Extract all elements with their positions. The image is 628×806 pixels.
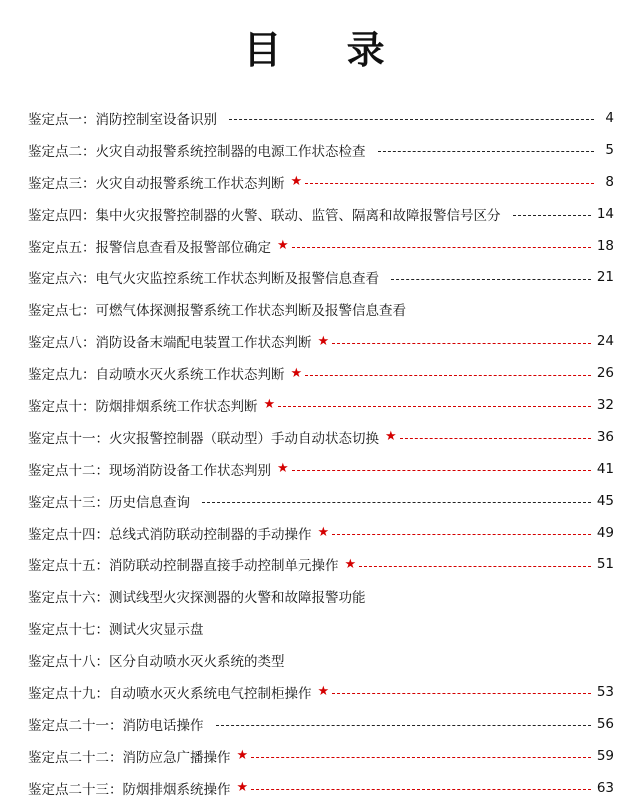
star-icon: ★ [263, 397, 276, 413]
dot-leader [251, 757, 591, 758]
star-icon: ★ [277, 461, 289, 477]
toc-entry[interactable] [28, 548, 614, 580]
toc-entry[interactable] [28, 453, 614, 485]
toc-entry[interactable] [28, 517, 614, 549]
star-icon: ★ [317, 525, 330, 541]
toc-entry[interactable] [28, 772, 614, 804]
toc-title: 目 录 [243, 28, 411, 72]
toc-entry[interactable] [28, 421, 614, 453]
toc-entry-label: 鉴定点二十二：消防应急广播操作 [28, 749, 231, 766]
toc-entry-label: 鉴定点十六：测试线型火灾探测器的火警和故障报警功能 [28, 590, 366, 607]
star-icon: ★ [290, 174, 303, 190]
toc-entry[interactable] [28, 389, 614, 421]
dot-leader [305, 375, 591, 376]
toc-entry-page: 53 [596, 683, 614, 700]
toc-entry[interactable] [28, 708, 614, 740]
dot-leader [292, 470, 591, 471]
toc-entry-label: 鉴定点七：可燃气体探测报警系统工作状态判断及报警信息查看 [28, 303, 406, 320]
star-icon: ★ [317, 684, 330, 700]
toc-entry-page: 32 [596, 396, 614, 413]
toc-entry[interactable] [28, 676, 614, 708]
toc-entry-page: 18 [596, 237, 614, 254]
toc-entry-label: 鉴定点三：火灾自动报警系统工作状态判断 [28, 175, 285, 192]
toc-entry[interactable] [28, 293, 614, 325]
toc-entry-label: 鉴定点二：火灾自动报警系统控制器的电源工作状态检查 [28, 143, 366, 160]
dot-leader [378, 151, 595, 152]
toc-entry-page: 63 [596, 779, 614, 796]
dot-leader [332, 534, 591, 535]
toc-entry[interactable] [28, 357, 614, 389]
toc-entry-label: 鉴定点十二：现场消防设备工作状态判别 [28, 462, 271, 479]
toc-entry-label: 鉴定点四：集中火灾报警控制器的火警、联动、监管、隔离和故障报警信号区分 [28, 207, 501, 224]
star-icon: ★ [344, 556, 357, 572]
toc-entry-page: 21 [596, 269, 614, 286]
dot-leader [202, 502, 591, 503]
toc-entry-label: 鉴定点二十三：防烟排烟系统操作 [28, 781, 231, 798]
toc-entry-page: 26 [596, 365, 614, 382]
star-icon: ★ [290, 365, 303, 381]
toc-entry-label: 鉴定点十五：消防联动控制器直接手动控制单元操作 [28, 558, 339, 575]
dot-leader [332, 693, 591, 694]
toc-entry-label: 鉴定点十八：区分自动喷水灭火系统的类型 [28, 654, 285, 671]
toc-entry-page: 41 [596, 460, 614, 477]
toc-entry-label: 鉴定点六：电气火灾监控系统工作状态判断及报警信息查看 [28, 271, 379, 288]
dot-leader [332, 343, 591, 344]
toc-entry[interactable] [28, 134, 614, 166]
toc-entry[interactable] [28, 325, 614, 357]
toc-entry-page: 5 [605, 141, 614, 158]
toc-entry-page: 56 [596, 715, 614, 732]
toc-entry-page: 59 [596, 747, 614, 764]
toc-entry[interactable] [28, 102, 614, 134]
toc-entry[interactable] [28, 644, 614, 676]
dot-leader [229, 119, 594, 120]
toc-entry-page: 36 [596, 428, 614, 445]
dot-leader [391, 279, 591, 280]
dot-leader [251, 789, 591, 790]
toc-entry[interactable] [28, 580, 614, 612]
toc-entry-page: 4 [605, 109, 614, 126]
dot-leader [359, 566, 591, 567]
toc-entry[interactable] [28, 485, 614, 517]
toc-entry[interactable] [28, 740, 614, 772]
toc-entry[interactable] [28, 612, 614, 644]
dot-leader [400, 438, 591, 439]
star-icon: ★ [385, 429, 397, 445]
toc-entry[interactable] [28, 261, 614, 293]
star-icon: ★ [277, 238, 289, 253]
dot-leader [305, 183, 594, 184]
toc-entry-label: 鉴定点八：消防设备末端配电装置工作状态判断 [28, 335, 312, 352]
toc-entry-page: 49 [596, 524, 614, 541]
dot-leader [278, 406, 591, 407]
star-icon: ★ [236, 748, 249, 764]
dot-leader [292, 247, 591, 248]
toc-entry-label: 鉴定点十：防烟排烟系统工作状态判断 [28, 398, 258, 415]
toc-entry-page: 24 [596, 333, 614, 350]
toc-entry-label: 鉴定点五：报警信息查看及报警部位确定 [28, 239, 271, 256]
toc-entry-label: 鉴定点一：消防控制室设备识别 [28, 111, 217, 128]
toc-list [28, 102, 614, 804]
toc-entry-label: 鉴定点十三：历史信息查询 [28, 494, 190, 511]
toc-entry[interactable] [28, 230, 614, 262]
dot-leader [216, 725, 591, 726]
toc-entry-label: 鉴定点十四：总线式消防联动控制器的手动操作 [28, 526, 312, 543]
toc-entry-label: 鉴定点十九：自动喷水灭火系统电气控制柜操作 [28, 685, 312, 702]
toc-entry-page: 51 [596, 556, 614, 573]
toc-entry-page: 14 [596, 205, 614, 222]
star-icon: ★ [236, 780, 249, 796]
toc-entry-page: 45 [596, 492, 614, 509]
toc-entry-label: 鉴定点九：自动喷水灭火系统工作状态判断 [28, 367, 285, 384]
star-icon: ★ [317, 333, 330, 349]
toc-entry-label: 鉴定点二十一：消防电话操作 [28, 717, 204, 734]
toc-entry-page: 8 [605, 173, 614, 190]
toc-entry[interactable] [28, 198, 614, 230]
dot-leader [513, 215, 591, 216]
toc-entry[interactable] [28, 166, 614, 198]
toc-entry-label: 鉴定点十一：火灾报警控制器（联动型）手动自动状态切换 [28, 430, 379, 447]
toc-entry-label: 鉴定点十七：测试火灾显示盘 [28, 622, 204, 639]
